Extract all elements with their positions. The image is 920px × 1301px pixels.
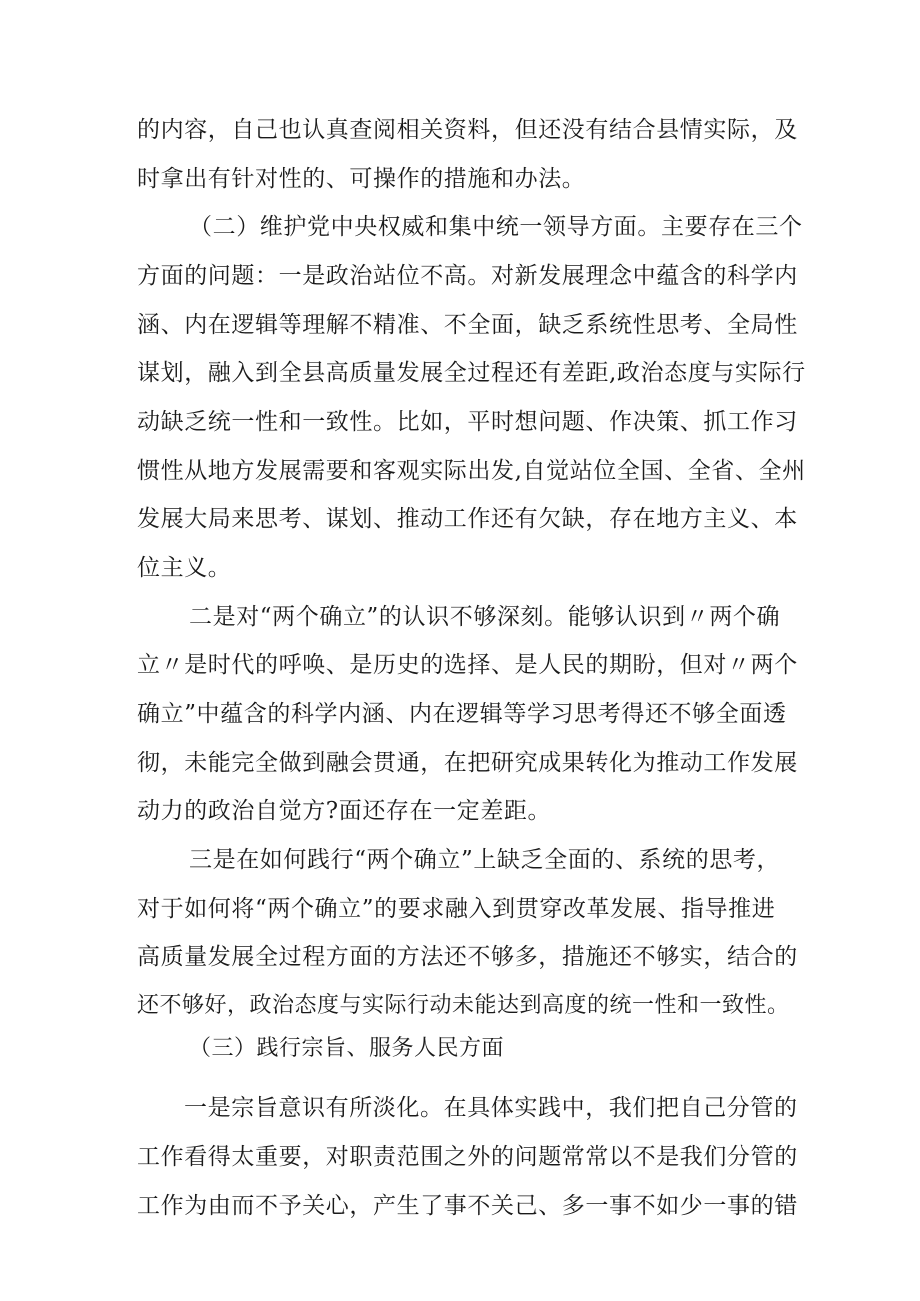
section-heading: （三）践行宗旨、服务人民方面 <box>189 1036 505 1061</box>
text-line: 动力的政治自觉方?面还存在一定差距。 <box>137 798 552 824</box>
text-line: 三是在如何践行“两个确立”上缺乏全面的、系统的思考， <box>189 847 781 873</box>
text-line: 的内容，自己也认真查阅相关资料，但还没有结合县情实际，及 <box>137 117 798 143</box>
text-line: 还不够好，政治态度与实际行动未能达到高度的统一性和一致性。 <box>137 993 790 1018</box>
text-line: 谋划，融入到全县高质量发展全过程还有差距,政治态度与实际行 <box>137 360 806 386</box>
text-line: 惯性从地方发展需要和客观实际出发,自觉站位全国、全省、全州 <box>137 458 806 484</box>
text-line: 发展大局来思考、谋划、推动工作还有欠缺，存在地方主义、本 <box>137 506 798 532</box>
text-line: 工作看得太重要，对职责范围之外的问题常常以不是我们分管的 <box>137 1144 798 1170</box>
text-line: 高质量发展全过程方面的方法还不够多，措施还不够实，结合的 <box>137 944 798 970</box>
text-line: 涵、内在逻辑等理解不精准、不全面，缺乏系统性思考、全局性 <box>137 312 798 338</box>
text-line: 方面的问题：一是政治站位不高。对新发展理念中蕴含的科学内 <box>137 263 798 289</box>
text-line: 时拿出有针对性的、可操作的措施和办法。 <box>137 166 586 192</box>
text-line: 确立”中蕴含的科学内涵、内在逻辑等学习思考得还不够全面透 <box>137 701 787 727</box>
text-line: （二）维护党中央权威和集中统一领导方面。主要存在三个 <box>189 214 803 240</box>
text-line: 位主义。 <box>137 555 232 581</box>
text-line: 动缺乏统一性和一致性。比如，平时想问题、作决策、抓工作习 <box>137 409 798 435</box>
text-line: 立〃是时代的呼唤、是历史的选择、是人民的期盼，但对〃两个 <box>137 652 798 678</box>
text-line: 工作为由而不予关心，产生了事不关己、多一事不如少一事的错 <box>137 1193 798 1219</box>
text-line: 一是宗旨意识有所淡化。在具体实践中，我们把自己分管的 <box>184 1095 798 1121</box>
text-line: 彻，未能完全做到融会贯通，在把研究成果转化为推动工作发展 <box>137 750 798 776</box>
text-line: 对于如何将“两个确立”的要求融入到贯穿改革发展、指导推进 <box>137 896 776 922</box>
text-line: 二是对“两个确立”的认识不够深刻。能够认识到〃两个确 <box>189 604 781 630</box>
